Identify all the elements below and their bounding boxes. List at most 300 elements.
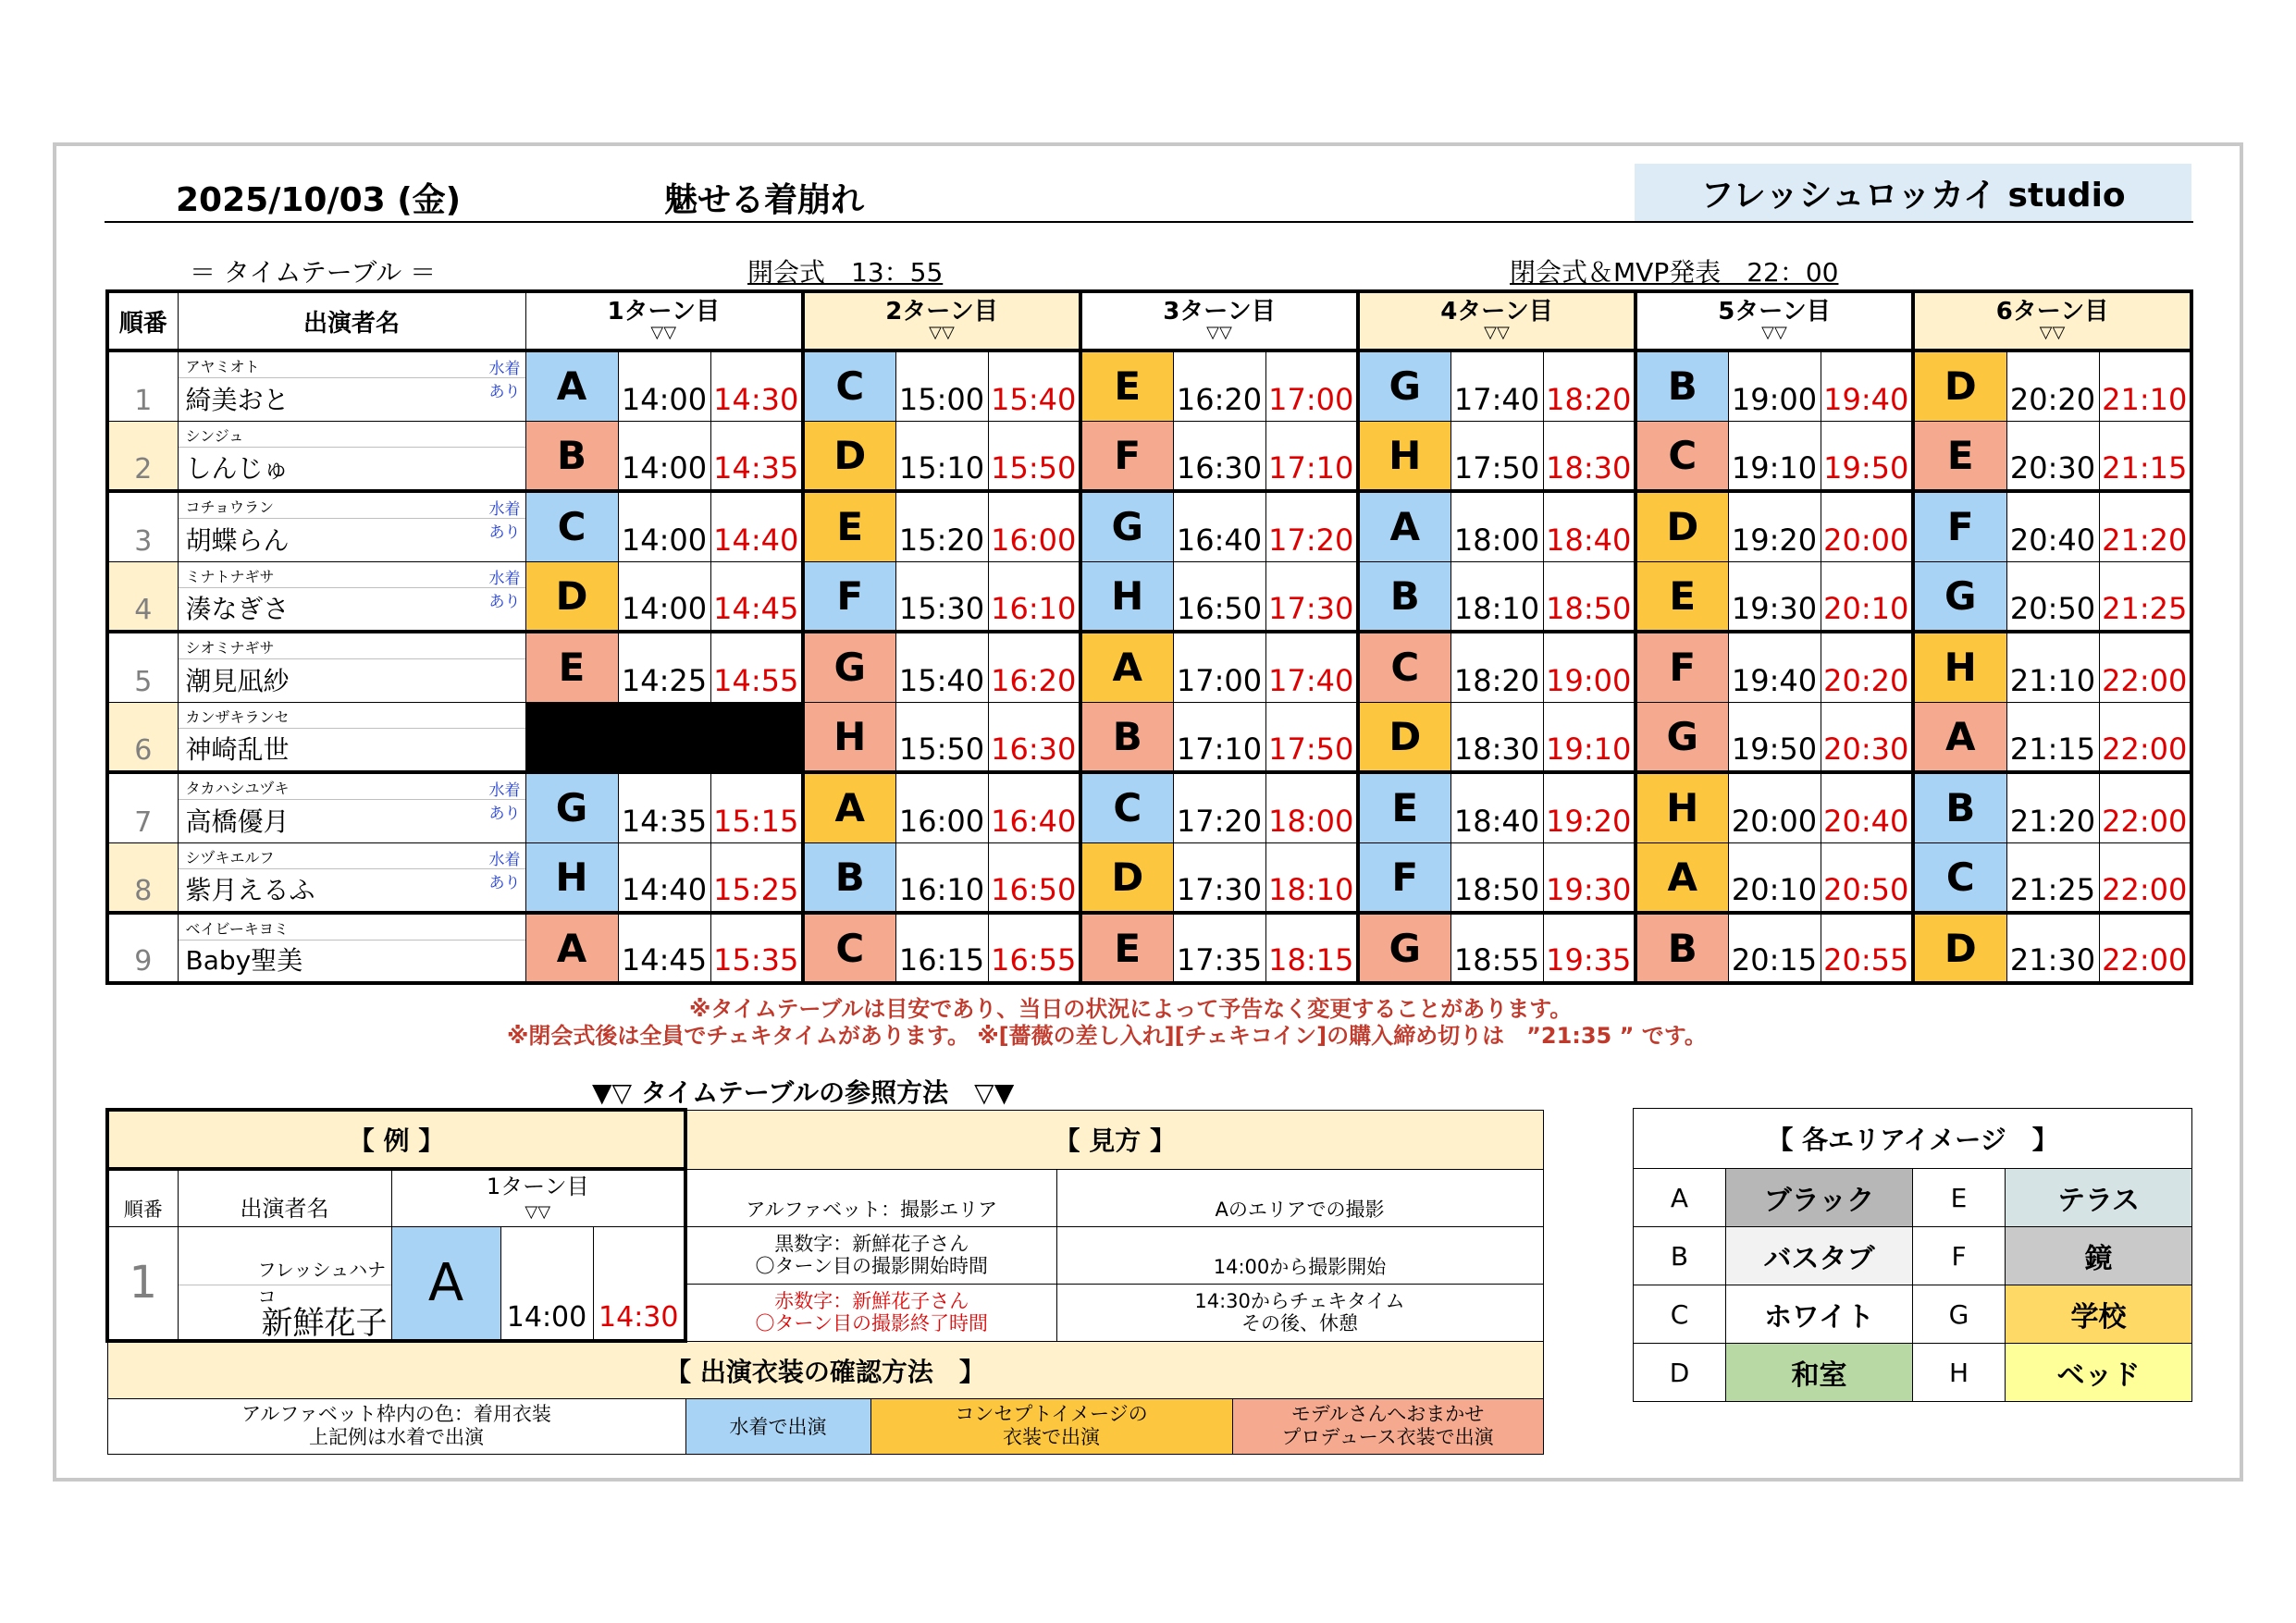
turn-label: 2ターン目 [885, 297, 998, 326]
end-time: 15:50 [988, 421, 1080, 491]
end-time: 19:35 [1543, 913, 1636, 983]
swimsuit-badge: 水着あり [488, 360, 521, 401]
start-time: 17:40 [1450, 350, 1543, 421]
end-time: 16:40 [988, 772, 1080, 842]
area-cell: G [1080, 491, 1173, 561]
area-cell: G [1358, 913, 1450, 983]
start-time: 17:10 [1173, 702, 1265, 772]
area-cell: E [1358, 772, 1450, 842]
area-cell: A [1080, 632, 1173, 702]
view-red-line1: 赤数字：新鮮花子さん [774, 1289, 969, 1312]
start-time: 18:20 [1450, 632, 1543, 702]
end-time: 18:10 [1265, 842, 1358, 913]
area-key: C [1634, 1285, 1726, 1344]
end-time: 17:50 [1265, 702, 1358, 772]
area-cell: B [1636, 350, 1728, 421]
area-cell: C [1080, 772, 1173, 842]
area-key: E [1913, 1169, 2006, 1227]
start-time: 20:30 [2006, 421, 2099, 491]
turn-label: 5ターン目 [1718, 297, 1831, 326]
area-name: ホワイト [1726, 1285, 1913, 1344]
event-title: 魅せる着崩れ [664, 181, 865, 219]
end-time: 22:00 [2099, 842, 2191, 913]
timetable [105, 289, 2193, 985]
end-time: 18:40 [1543, 491, 1636, 561]
start-time: 19:20 [1728, 491, 1821, 561]
row-number: 3 [107, 491, 178, 561]
performer-cell [178, 702, 525, 772]
ex-start: 14:00 [500, 1226, 593, 1341]
view-black-line2: 〇ターン目の撮影開始時間 [755, 1255, 989, 1277]
table-row [107, 772, 2191, 842]
start-time: 15:10 [895, 421, 988, 491]
swimsuit-badge: 水着あり [488, 569, 521, 611]
costume-produce [1232, 1398, 1543, 1454]
area-cell: F [1358, 842, 1450, 913]
area-cell: D [1636, 491, 1728, 561]
kana-divider [179, 799, 525, 800]
costume-header: 【 出演衣装の確認方法 】 [107, 1341, 1543, 1398]
end-time: 18:50 [1543, 561, 1636, 632]
note-schedule-change: ※タイムテーブルは目安であり、当日の状況によって予告なく変更することがあります。 [689, 996, 1573, 1022]
performer-kana: ベイビーキヨミ [185, 920, 289, 938]
end-time: 20:30 [1821, 702, 1913, 772]
view-black-label [685, 1226, 1056, 1284]
performer-cell [178, 842, 525, 913]
end-time: 17:00 [1265, 350, 1358, 421]
start-time: 15:20 [895, 491, 988, 561]
start-time: 15:50 [895, 702, 988, 772]
performer-kana: タカハシユヅキ [185, 780, 290, 797]
ex-kana: フレッシュハナコ [257, 1258, 387, 1308]
performer-name: Baby聖美 [185, 945, 303, 976]
turn-label: 3ターン目 [1163, 297, 1276, 326]
closing-ceremony: 閉会式＆MVP発表 22：00 [1510, 257, 1839, 288]
area-cell: F [1913, 491, 2006, 561]
area-cell: E [1080, 913, 1173, 983]
area-table [1633, 1108, 2192, 1402]
performer-kana: ミナトナギサ [185, 567, 275, 585]
area-cell: C [525, 491, 618, 561]
start-time: 16:15 [895, 913, 988, 983]
kana-divider [179, 518, 525, 519]
area-key: D [1634, 1344, 1726, 1402]
start-time: 14:25 [618, 632, 710, 702]
start-time: 17:00 [1173, 632, 1265, 702]
end-time: 20:20 [1821, 632, 1913, 702]
row-number: 8 [107, 842, 178, 913]
reference-title: ▼▽ タイムテーブルの参照方法 ▽▼ [592, 1077, 1015, 1108]
end-time: 15:40 [988, 350, 1080, 421]
ex-turn-label: 1ターン目 [486, 1173, 589, 1199]
turn-label: 1ターン目 [607, 297, 721, 326]
ex-no: 1 [107, 1226, 178, 1341]
opening-ceremony: 開会式 13：55 [747, 257, 944, 288]
end-time: 20:10 [1821, 561, 1913, 632]
area-cell: G [1913, 561, 2006, 632]
start-time: 14:35 [618, 772, 710, 842]
table-row [107, 842, 2191, 913]
end-time: 20:50 [1821, 842, 1913, 913]
area-cell: H [803, 702, 895, 772]
header-divider [105, 221, 2193, 223]
reference-table [105, 1108, 1544, 1455]
area-cell: A [1913, 702, 2006, 772]
area-cell: C [803, 913, 895, 983]
start-time: 15:00 [895, 350, 988, 421]
row-number: 1 [107, 350, 178, 421]
area-name: テラス [2006, 1169, 2192, 1227]
start-time: 14:00 [618, 421, 710, 491]
start-time: 19:30 [1728, 561, 1821, 632]
start-time: 17:50 [1450, 421, 1543, 491]
costume-concept2: 衣装で出演 [1003, 1426, 1100, 1448]
row-number: 6 [107, 702, 178, 772]
timetable-label: ＝ タイムテーブル ＝ [190, 257, 437, 288]
view-red-desc1: 14:30からチェキタイム [1194, 1289, 1405, 1312]
studio-name: フレッシュロッカイ studio [1635, 164, 2191, 221]
end-time: 18:20 [1543, 350, 1636, 421]
view-black-line1: 黒数字：新鮮花子さん [774, 1232, 969, 1255]
table-row [107, 702, 2191, 772]
area-cell: D [1913, 913, 2006, 983]
end-time: 21:20 [2099, 491, 2191, 561]
performer-kana: コチョウラン [185, 498, 275, 516]
ex-turn-header [391, 1169, 685, 1226]
start-time: 18:10 [1450, 561, 1543, 632]
end-time: 18:15 [1265, 913, 1358, 983]
costume-concept [870, 1398, 1232, 1454]
costume-desc [107, 1398, 685, 1454]
area-name: 鏡 [2006, 1227, 2192, 1285]
row-number: 7 [107, 772, 178, 842]
performer-cell [178, 491, 525, 561]
start-time: 20:10 [1728, 842, 1821, 913]
area-row [1634, 1169, 2192, 1227]
performer-cell [178, 772, 525, 842]
end-time: 16:20 [988, 632, 1080, 702]
swimsuit-badge: 水着あり [488, 781, 521, 823]
start-time: 16:20 [1173, 350, 1265, 421]
end-time: 16:10 [988, 561, 1080, 632]
kana-divider [179, 728, 525, 729]
area-cell: A [1358, 491, 1450, 561]
turn-label: 6ターン目 [1995, 297, 2109, 326]
view-red-desc [1056, 1284, 1543, 1341]
end-time: 22:00 [2099, 632, 2191, 702]
table-row [107, 350, 2191, 421]
turn-tri: ▽▽ [2039, 323, 2066, 343]
start-time: 21:30 [2006, 913, 2099, 983]
end-time: 20:55 [1821, 913, 1913, 983]
start-time: 18:40 [1450, 772, 1543, 842]
area-cell: B [803, 842, 895, 913]
end-time: 14:55 [710, 632, 803, 702]
kana-divider [179, 658, 525, 659]
end-time: 17:30 [1265, 561, 1358, 632]
area-cell: E [803, 491, 895, 561]
start-time: 19:50 [1728, 702, 1821, 772]
start-time: 21:15 [2006, 702, 2099, 772]
area-key: H [1913, 1344, 2006, 1402]
ex-area: A [391, 1226, 500, 1341]
area-cell: E [1080, 350, 1173, 421]
area-cell: F [1080, 421, 1173, 491]
end-time: 19:10 [1543, 702, 1636, 772]
area-cell: C [1358, 632, 1450, 702]
start-time: 19:10 [1728, 421, 1821, 491]
row-number: 2 [107, 421, 178, 491]
area-key: A [1634, 1169, 1726, 1227]
row-number: 4 [107, 561, 178, 632]
end-time: 16:30 [988, 702, 1080, 772]
end-time: 21:10 [2099, 350, 2191, 421]
end-time: 22:00 [2099, 913, 2191, 983]
table-row [107, 632, 2191, 702]
view-red-line2: 〇ターン目の撮影終了時間 [755, 1312, 989, 1334]
start-time: 21:20 [2006, 772, 2099, 842]
view-alpha-desc: Aのエリアでの撮影 [1056, 1169, 1543, 1226]
area-name: バスタブ [1726, 1227, 1913, 1285]
kana-divider [179, 447, 525, 448]
area-cell: H [1080, 561, 1173, 632]
area-cell: C [1636, 421, 1728, 491]
turn-tri: ▽▽ [1761, 323, 1787, 343]
start-time: 20:00 [1728, 772, 1821, 842]
end-time: 14:45 [710, 561, 803, 632]
start-time: 18:50 [1450, 842, 1543, 913]
start-time: 18:55 [1450, 913, 1543, 983]
performer-name: 神崎乱世 [185, 734, 290, 765]
kana-divider [179, 377, 525, 378]
start-time: 14:00 [618, 350, 710, 421]
row-number: 9 [107, 913, 178, 983]
start-time: 16:50 [1173, 561, 1265, 632]
performer-cell [178, 561, 525, 632]
area-cell: H [1913, 632, 2006, 702]
end-time: 15:25 [710, 842, 803, 913]
area-cell: B [525, 421, 618, 491]
view-alpha-label: アルファベット：撮影エリア [685, 1169, 1056, 1226]
turn-header-4 [1358, 291, 1636, 350]
end-time: 19:00 [1543, 632, 1636, 702]
start-time: 19:00 [1728, 350, 1821, 421]
end-time: 14:30 [710, 350, 803, 421]
costume-concept1: コンセプトイメージの [955, 1402, 1148, 1425]
area-key: B [1634, 1227, 1726, 1285]
kana-divider [179, 587, 525, 588]
start-time: 14:00 [618, 491, 710, 561]
area-name: ブラック [1726, 1169, 1913, 1227]
area-cell: G [525, 772, 618, 842]
ex-turn-tri: ▽▽ [525, 1201, 551, 1222]
performer-cell [178, 421, 525, 491]
start-time: 16:30 [1173, 421, 1265, 491]
end-time: 19:50 [1821, 421, 1913, 491]
start-time: 21:10 [2006, 632, 2099, 702]
area-cell: G [803, 632, 895, 702]
col-name-header: 出演者名 [178, 291, 525, 350]
area-cell: E [1913, 421, 2006, 491]
end-time: 17:20 [1265, 491, 1358, 561]
end-time: 19:30 [1543, 842, 1636, 913]
table-row [107, 421, 2191, 491]
area-cell: C [1913, 842, 2006, 913]
area-cell: B [1913, 772, 2006, 842]
area-cell: B [1636, 913, 1728, 983]
costume-produce2: プロデュース衣装で出演 [1281, 1426, 1494, 1448]
end-time: 19:40 [1821, 350, 1913, 421]
area-cell: A [525, 350, 618, 421]
turn-tri: ▽▽ [650, 323, 677, 343]
swimsuit-badge: 水着あり [488, 850, 521, 892]
start-time: 20:20 [2006, 350, 2099, 421]
area-row [1634, 1344, 2192, 1402]
turn-header-3 [1080, 291, 1358, 350]
area-cell: B [1080, 702, 1173, 772]
performer-cell [178, 350, 525, 421]
view-red-desc2: その後、休憩 [1241, 1312, 1358, 1334]
area-cell: E [1636, 561, 1728, 632]
end-time: 20:40 [1821, 772, 1913, 842]
performer-name: しんじゅ [185, 453, 290, 484]
col-no-header: 順番 [107, 291, 178, 350]
ex-no-header: 順番 [107, 1169, 178, 1226]
start-time: 20:15 [1728, 913, 1821, 983]
costume-desc2: 上記例は水着で出演 [309, 1426, 484, 1448]
area-header: 【 各エリアイメージ 】 [1634, 1109, 2192, 1169]
start-time: 20:50 [2006, 561, 2099, 632]
end-time: 15:15 [710, 772, 803, 842]
area-cell: D [1913, 350, 2006, 421]
event-date: 2025/10/03 (金) [176, 181, 462, 219]
area-key: F [1913, 1227, 2006, 1285]
start-time: 14:45 [618, 913, 710, 983]
turn-tri: ▽▽ [1206, 323, 1232, 343]
end-time: 16:00 [988, 491, 1080, 561]
start-time: 15:30 [895, 561, 988, 632]
area-name: 和室 [1726, 1344, 1913, 1402]
performer-kana: アヤミオト [185, 358, 260, 375]
area-cell: E [525, 632, 618, 702]
start-time: 17:30 [1173, 842, 1265, 913]
row-number: 5 [107, 632, 178, 702]
start-time: 21:25 [2006, 842, 2099, 913]
area-cell: F [1636, 632, 1728, 702]
start-time: 17:20 [1173, 772, 1265, 842]
performer-name: 紫月えるふ [185, 875, 315, 905]
end-time: 22:00 [2099, 702, 2191, 772]
end-time: 19:20 [1543, 772, 1636, 842]
area-cell: A [803, 772, 895, 842]
end-time: 16:50 [988, 842, 1080, 913]
costume-produce1: モデルさんへおまかせ [1290, 1402, 1485, 1425]
end-time: 15:35 [710, 913, 803, 983]
area-name: 学校 [2006, 1285, 2192, 1344]
start-time: 16:10 [895, 842, 988, 913]
view-header: 【 見方 】 [685, 1110, 1543, 1169]
view-black-desc: 14:00から撮影開始 [1056, 1226, 1543, 1284]
start-time: 18:00 [1450, 491, 1543, 561]
performer-name: 潮見凪紗 [185, 665, 290, 696]
swimsuit-badge: 水着あり [488, 500, 521, 542]
table-row [107, 913, 2191, 983]
start-time: 14:40 [618, 842, 710, 913]
area-cell: A [1636, 842, 1728, 913]
costume-swim: 水着で出演 [685, 1398, 870, 1454]
turn-header-6 [1913, 291, 2191, 350]
area-cell: H [1358, 421, 1450, 491]
end-time: 21:25 [2099, 561, 2191, 632]
performer-name: 高橋優月 [185, 805, 290, 837]
end-time: 22:00 [2099, 772, 2191, 842]
area-cell: F [803, 561, 895, 632]
kana-divider [179, 868, 525, 869]
performer-name: 湊なぎさ [185, 594, 290, 624]
area-row [1634, 1227, 2192, 1285]
example-header: 【 例 】 [107, 1110, 685, 1169]
area-cell: G [1636, 702, 1728, 772]
end-time: 20:00 [1821, 491, 1913, 561]
performer-cell [178, 913, 525, 983]
table-row [107, 491, 2191, 561]
end-time: 21:15 [2099, 421, 2191, 491]
turn-tri: ▽▽ [929, 323, 955, 343]
end-time: 14:35 [710, 421, 803, 491]
costume-desc1: アルファベット枠内の色：着用衣装 [241, 1402, 551, 1425]
blocked-slot [525, 702, 803, 772]
end-time: 16:55 [988, 913, 1080, 983]
area-cell: H [1636, 772, 1728, 842]
start-time: 20:40 [2006, 491, 2099, 561]
ex-name: 新鮮花子 [261, 1304, 388, 1342]
performer-name: 胡蝶らん [185, 524, 290, 556]
turn-header-1 [525, 291, 803, 350]
area-cell: A [525, 913, 618, 983]
ex-end: 14:30 [593, 1226, 685, 1341]
turn-header-5 [1636, 291, 1913, 350]
performer-kana: シンジュ [185, 426, 244, 445]
end-time: 14:40 [710, 491, 803, 561]
performer-kana: シオミナギサ [185, 639, 275, 657]
end-time: 17:10 [1265, 421, 1358, 491]
area-cell: D [803, 421, 895, 491]
start-time: 16:00 [895, 772, 988, 842]
start-time: 19:40 [1728, 632, 1821, 702]
turn-label: 4ターン目 [1440, 297, 1553, 326]
area-cell: D [525, 561, 618, 632]
end-time: 18:30 [1543, 421, 1636, 491]
end-time: 17:40 [1265, 632, 1358, 702]
area-cell: G [1358, 350, 1450, 421]
area-cell: D [1358, 702, 1450, 772]
area-row [1634, 1285, 2192, 1344]
turn-header-2 [803, 291, 1080, 350]
start-time: 18:30 [1450, 702, 1543, 772]
performer-cell [178, 632, 525, 702]
area-cell: H [525, 842, 618, 913]
start-time: 16:40 [1173, 491, 1265, 561]
performer-name: 綺美おと [185, 384, 290, 415]
table-row [107, 561, 2191, 632]
turn-tri: ▽▽ [1484, 323, 1510, 343]
performer-kana: カンザキランセ [185, 707, 290, 726]
area-cell: C [803, 350, 895, 421]
ex-name-header: 出演者名 [178, 1169, 391, 1226]
start-time: 14:00 [618, 561, 710, 632]
view-red-label [685, 1284, 1056, 1341]
note-cheki-deadline: ※閉会式後は全員でチェキタイムがあります。 ※[薔薇の差し入れ][チェキコイン]の購入締め切りは ”21:35 ” です。 [507, 1023, 1707, 1049]
